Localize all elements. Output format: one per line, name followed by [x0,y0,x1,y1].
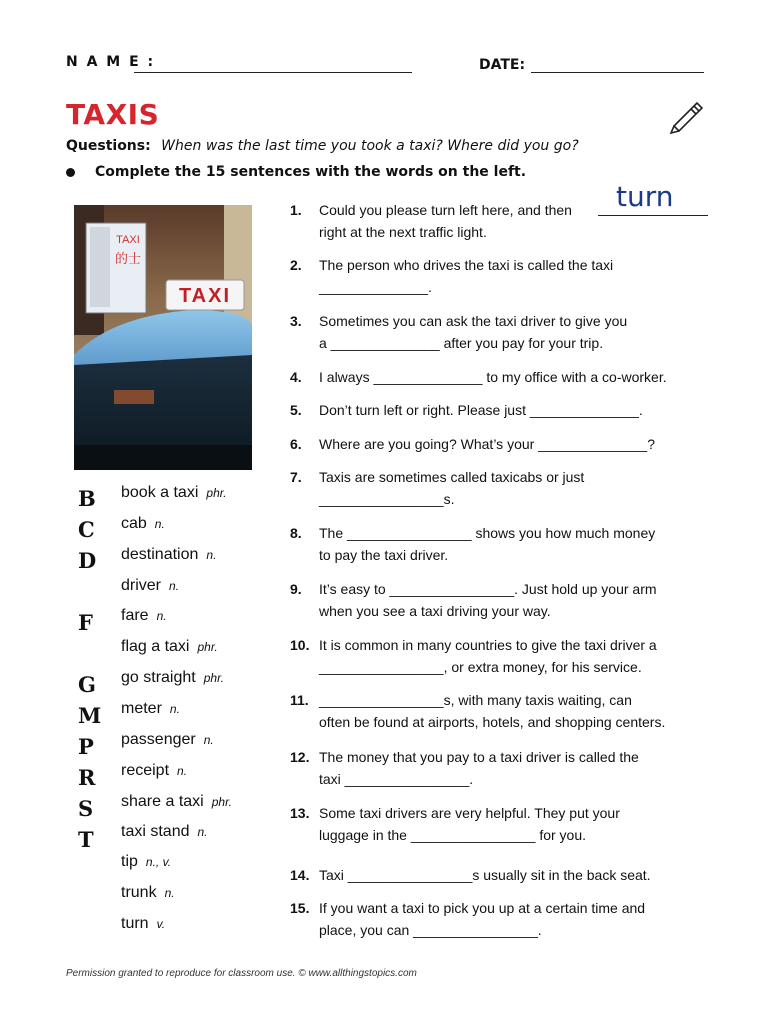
vocab-word: tip [121,853,138,870]
sentence-number: 1. [290,202,302,218]
sentence-number: 5. [290,402,302,418]
vocab-pos: phr. [197,640,218,654]
questions-text: When was the last time you took a taxi? Where did you go? [161,138,579,154]
sentence-number: 14. [290,867,310,883]
sentence-text: Sometimes you can ask the taxi driver to give you a ______________ after you pay for your trip. [319,313,628,351]
vocab-item [121,607,167,625]
answer-example: turn [616,180,674,213]
sentence-number: 7. [290,469,302,485]
page-title: TAXIS [66,98,160,131]
sentence-item [290,522,720,566]
vocab-item [121,884,175,902]
name-line[interactable] [134,72,412,73]
vocab-item [121,669,224,687]
sentence-text: Some taxi drivers are very helpful. They put your luggage in the ________________ for you. [319,805,620,843]
sentence-text: The person who drives the taxi is called the taxi ______________. [319,257,614,295]
vocab-pos: n. [206,548,217,562]
vocab-word: flag a taxi [121,638,190,655]
letter-g: G [78,672,96,697]
vocab-word: turn [121,915,149,932]
instruction [66,164,526,180]
vocab-word: share a taxi [121,793,204,810]
vocab-pos: n. [203,733,214,747]
sentence-text: ________________s, with many taxis waiting, can often be found at airports, hotels, and shopping centers. [319,692,666,730]
footer-credit: Permission granted to reproduce for classroom use. © www.allthingstopics.com [66,968,417,979]
letter-p: P [78,734,94,759]
vocab-item [121,731,214,749]
sentence-text: The ________________ shows you how much money to pay the taxi driver. [319,525,656,563]
sentence-text: Taxi ________________s usually sit in the back seat. [319,867,651,883]
sentence-number: 4. [290,369,302,385]
sentence-item [290,310,720,354]
vocab-item [121,515,165,533]
vocab-item [121,484,227,502]
sentence-number: 3. [290,313,302,329]
sentence-item [290,634,720,678]
date-line[interactable] [531,72,704,73]
vocab-word: fare [121,607,149,624]
sentence-number: 13. [290,805,310,821]
sentence-item [290,746,720,790]
vocab-pos: n. [197,825,208,839]
sentence-text: Taxis are sometimes called taxicabs or just ________________s. [319,469,585,507]
sentence-item [290,399,720,421]
vocab-pos: n. [154,517,165,531]
photo-sign-chinese: 的士 [114,252,142,267]
sentence-number: 9. [290,581,302,597]
letter-c: C [78,517,95,542]
vocab-item [121,638,218,656]
vocab-item [121,762,187,780]
vocab-word: trunk [121,884,157,901]
instruction-text: Complete the 15 sentences with the words on the left. [95,164,527,180]
sentence-number: 11. [290,692,309,708]
vocab-item [121,793,232,811]
vocab-word: cab [121,515,147,532]
vocab-pos: n., v. [145,855,172,869]
sentence-number: 2. [290,257,302,273]
questions-label: Questions: [66,138,151,154]
sentence-item [290,864,720,886]
sentence-text: It is common in many countries to give the taxi driver a ________________, or extra money, for his service. [319,637,657,675]
sentence-text: Don’t turn left or right. Please just ______________. [319,402,643,418]
sentence-text: The money that you pay to a taxi driver is called the taxi ________________. [319,749,639,787]
vocab-word: receipt [121,762,170,779]
taxi-photo [74,205,252,470]
sentence-number: 10. [290,637,310,653]
vocab-pos: n. [169,579,180,593]
vocab-pos: n. [164,886,175,900]
vocab-item [121,823,208,841]
letter-m: M [78,703,102,728]
sentence-number: 12. [290,749,310,765]
sentence-item [290,689,720,733]
sentence-item [290,433,720,455]
sentence-number: 8. [290,525,302,541]
sentence-item [290,466,720,510]
vocab-word: meter [121,700,162,717]
sentence-item [290,897,720,941]
name-label: N A M E : [66,54,156,70]
vocab-item [121,577,179,595]
vocab-pos: phr. [203,671,224,685]
vocab-pos: n. [177,764,188,778]
questions [66,138,579,154]
sentence-item [290,254,720,298]
vocab-item [121,700,180,718]
sentence-text: Could you please turn left here, and then right at the next traffic light. [319,202,572,240]
vocab-word: book a taxi [121,484,199,501]
sentence-text: I always ______________ to my office with a co-worker. [319,369,667,385]
date-label: DATE: [479,57,526,73]
vocab-pos: phr. [211,795,232,809]
sentence-text: Where are you going? What’s your ______________? [319,436,655,452]
photo-roof-sign: TAXI [178,285,232,307]
sentence-text: It’s easy to ________________. Just hold up your arm when you see a taxi driving your way. [319,581,657,619]
letter-s: S [78,796,94,821]
letter-b: B [78,486,96,511]
vocab-pos: n. [156,609,167,623]
photo-sign-top: TAXI [116,234,140,246]
letter-r: R [78,765,96,790]
vocab-word: driver [121,577,162,594]
vocab-word: destination [121,546,199,563]
sentence-item [290,366,720,388]
vocab-word: go straight [121,669,196,686]
sentence-number: 6. [290,436,302,452]
sentence-text: If you want a taxi to pick you up at a certain time and place, you can ________________. [319,900,646,938]
bullet-icon [66,168,75,177]
letter-f: F [78,610,93,635]
sentence-item [290,199,720,243]
pencil-icon [668,98,704,134]
vocab-pos: v. [156,917,166,931]
vocab-item [121,853,171,871]
vocab-item [121,546,216,564]
vocab-pos: phr. [206,486,227,500]
vocab-word: taxi stand [121,823,190,840]
vocab-pos: n. [169,702,180,716]
letter-t: T [78,827,94,852]
vocab-item [121,915,165,933]
letter-d: D [78,548,97,573]
vocab-word: passenger [121,731,196,748]
sentence-item [290,802,720,846]
sentence-item [290,578,720,622]
sentence-number: 15. [290,900,310,916]
